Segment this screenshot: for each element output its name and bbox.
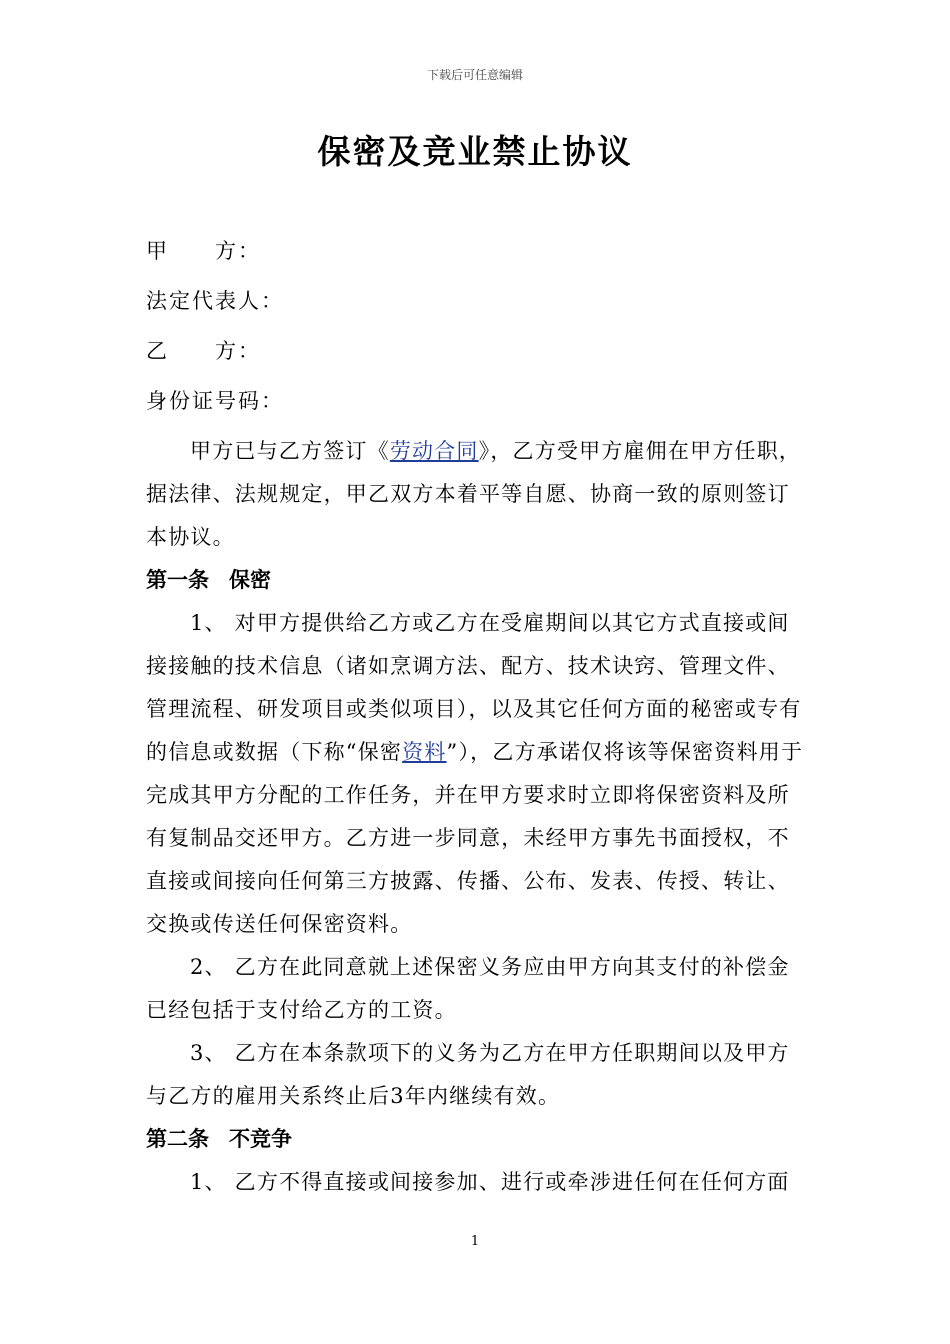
materials-link[interactable]: 资料 [402, 740, 447, 764]
labor-contract-link[interactable]: 劳动合同 [389, 439, 479, 463]
article-2-title: 不竞争 [229, 1127, 292, 1151]
document-body [146, 226, 810, 1204]
intro-paragraph [146, 430, 810, 559]
id-number-label: 身份证号码： [146, 389, 284, 413]
intro-text-before: 甲方已与乙方签订《 [190, 439, 390, 463]
article-1-clause-1-after: ”），乙方承诺仅将该等保密资料用于完成其甲方分配的工作任务，并在甲方要求时立即将保密资料及所有复制品交还甲方。乙方进一步同意，未经甲方事先书面授权，不直接或间接向任何第三方披露、传播、公布、发表、传授、转让、交换或传送任何保密资料。 [146, 740, 804, 936]
article-2-heading [146, 1118, 810, 1161]
article-1-clause-2: 2、 乙方在此同意就上述保密义务应由甲方向其支付的补偿金已经包括于支付给乙方的工资。 [146, 955, 790, 1022]
legal-representative-label: 法定代表人： [146, 289, 284, 313]
id-number-field [146, 376, 810, 426]
party-a-field [146, 226, 810, 276]
article-1-clause-1 [146, 602, 810, 946]
page-number: 1 [470, 1234, 480, 1249]
article-1-number: 第一条 [146, 568, 209, 592]
party-b-label: 乙 方： [146, 339, 261, 363]
article-1-clause-3: 3、 乙方在本条款项下的义务为乙方在甲方任职期间以及甲方与乙方的雇用关系终止后3年内继续有效。 [146, 1041, 790, 1108]
legal-representative-field [146, 276, 810, 326]
header-note: 下载后可任意编辑 [426, 68, 523, 82]
article-1-heading [146, 559, 810, 602]
article-1-title: 保密 [229, 568, 271, 592]
article-1-clause-1-before: 1、 对甲方提供给乙方或乙方在受雇期间以其它方式直接或间接接触的技术信息（诸如烹调方法、配方、技术诀窍、管理文件、管理流程、研发项目或类似项目），以及其它任何方面的秘密或专有的信息或数据（下称“保密 [146, 611, 802, 764]
article-2-number: 第二条 [146, 1127, 209, 1151]
document-title: 保密及竞业禁止协议 [317, 132, 633, 171]
article-2-clause-1: 1、 乙方不得直接或间接参加、进行或牵涉进任何在任何方面 [190, 1170, 790, 1194]
intro-text-after: 》，乙方受甲方雇佣在甲方任职，据法律、法规规定，甲乙双方本着平等自愿、协商一致的原则签订本协议。 [146, 439, 802, 549]
party-b-field [146, 326, 810, 376]
party-a-label: 甲 方： [146, 239, 261, 263]
